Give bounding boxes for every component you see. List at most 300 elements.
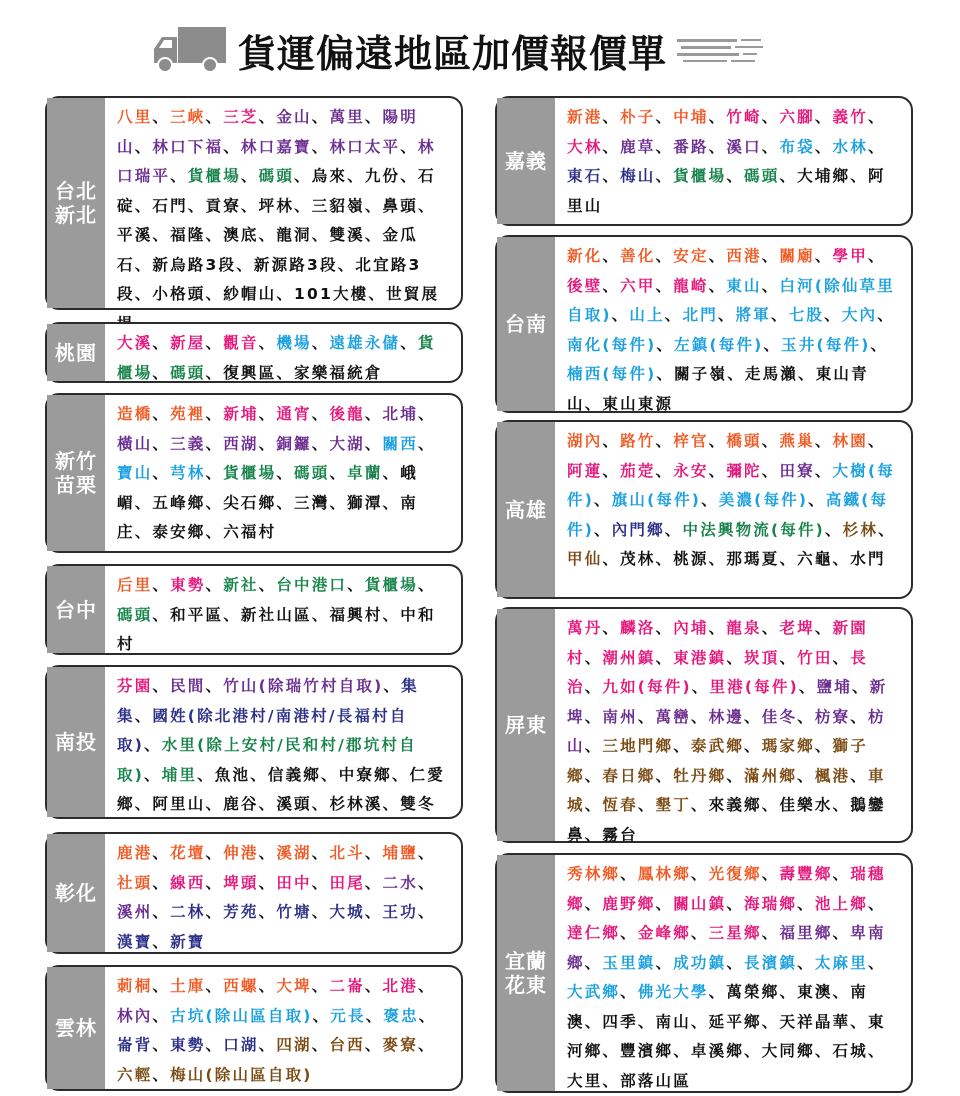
separator: 、 <box>584 894 603 913</box>
area-item: 埔鹽 <box>382 844 418 862</box>
separator: 、 <box>824 306 842 324</box>
separator: 、 <box>814 1042 833 1060</box>
area-item: 滿州鄉 <box>744 766 798 785</box>
separator: 、 <box>152 576 171 594</box>
separator: 、 <box>867 894 886 913</box>
separator: 、 <box>602 550 621 568</box>
area-item: 三義 <box>170 434 206 453</box>
area-item: 南山 <box>655 1012 691 1031</box>
region-label: 台中 <box>47 566 105 653</box>
separator: 、 <box>832 983 851 1001</box>
separator: 、 <box>867 432 886 450</box>
separator: 、 <box>593 491 612 509</box>
area-item: 東勢 <box>170 1036 206 1054</box>
area-item: 壽豐鄉 <box>779 865 833 883</box>
area-item: 安定 <box>673 247 709 265</box>
separator: 、 <box>134 706 153 725</box>
separator: 、 <box>584 766 603 785</box>
separator: 、 <box>368 285 387 303</box>
separator: 、 <box>655 766 674 785</box>
separator: 、 <box>584 737 603 755</box>
region-label: 台北 新北 <box>47 98 105 308</box>
area-item: 恆春 <box>602 796 638 814</box>
separator: 、 <box>655 137 674 156</box>
area-item: 溪湖 <box>276 844 312 862</box>
area-item: 枋寮 <box>814 707 851 726</box>
separator: 、 <box>205 677 224 695</box>
area-item: 大埤 <box>276 977 312 995</box>
area-item: 溪頭 <box>276 795 312 813</box>
separator: 、 <box>584 1012 603 1031</box>
area-item: 達仁鄉 <box>567 924 621 942</box>
separator: 、 <box>258 795 277 813</box>
area-item: 紗帽山 <box>223 285 277 303</box>
area-item: 鹿野鄉 <box>602 894 656 913</box>
separator: 、 <box>152 434 171 453</box>
area-item: 新源路3段 <box>253 255 338 274</box>
area-item: 東山東源 <box>602 394 674 413</box>
area-item: 魚池 <box>214 765 251 784</box>
separator: 、 <box>744 737 762 755</box>
area-item: 林園 <box>832 432 868 450</box>
separator: 、 <box>814 432 833 450</box>
region-label: 南投 <box>47 667 105 817</box>
separator: 、 <box>584 825 603 844</box>
area-item: 杉林 <box>842 520 879 539</box>
region-area-list <box>105 834 457 952</box>
separator: 、 <box>382 464 401 482</box>
separator: 、 <box>187 196 206 215</box>
separator: 、 <box>797 707 815 726</box>
area-item: 大武鄉 <box>567 983 621 1001</box>
separator: 、 <box>197 765 215 784</box>
area-item: 北埔 <box>382 405 418 423</box>
area-item: 鹽埔 <box>816 678 852 696</box>
area-item: 東港鎮 <box>673 648 727 667</box>
separator: 、 <box>364 226 383 244</box>
area-item: 三峽 <box>170 108 206 126</box>
separator: 、 <box>152 977 171 995</box>
area-item: 烏來 <box>311 167 348 185</box>
area-item: 來義鄉 <box>708 796 762 814</box>
separator: 、 <box>417 1036 436 1054</box>
area-item: 泰安鄉 <box>152 523 206 541</box>
area-item: 五峰鄉 <box>152 493 206 512</box>
area-item: 鹿谷 <box>223 795 259 813</box>
separator: 、 <box>134 137 153 156</box>
area-item: 番路 <box>673 137 709 156</box>
separator: 、 <box>417 405 436 423</box>
area-item: 大湖 <box>329 434 365 453</box>
area-item: 霧台 <box>602 825 638 844</box>
separator: 、 <box>418 1006 437 1025</box>
separator: 、 <box>870 335 889 354</box>
area-item: 芳苑 <box>223 903 259 921</box>
area-item: 茄萣 <box>620 461 656 480</box>
area-item: 桃源 <box>673 550 709 568</box>
separator: 、 <box>771 306 789 324</box>
separator: 、 <box>744 1042 762 1060</box>
separator: 、 <box>152 226 171 244</box>
area-item: 長治 <box>567 648 868 696</box>
area-item: 二崙 <box>329 977 365 995</box>
separator: 、 <box>664 306 683 324</box>
area-item: 林口瑞平 <box>117 137 436 185</box>
area-item: 春日鄉 <box>602 766 656 785</box>
area-item: 王功 <box>382 903 418 921</box>
area-item: 林內 <box>117 1006 153 1025</box>
area-item: 善化 <box>620 247 656 265</box>
area-item: 國姓(除北港村/南港村/長福村自取) <box>117 706 408 754</box>
separator: 、 <box>347 167 365 185</box>
area-item: 梅山 <box>620 167 656 185</box>
separator: 、 <box>134 523 153 541</box>
separator: 、 <box>763 335 782 354</box>
separator: 、 <box>726 953 745 972</box>
separator: 、 <box>761 247 780 265</box>
area-item: 銅鑼 <box>276 434 312 453</box>
area-item: 東山 <box>726 276 762 295</box>
separator: 、 <box>294 167 312 185</box>
area-item: 福興村 <box>329 605 383 624</box>
region-area-list <box>555 855 907 1091</box>
separator: 、 <box>311 334 330 352</box>
separator: 、 <box>584 953 603 972</box>
area-item: 獅潭 <box>347 493 383 512</box>
separator: 、 <box>205 493 224 512</box>
separator: 、 <box>779 648 798 667</box>
area-item: 新社 <box>223 576 259 594</box>
separator: 、 <box>814 461 833 480</box>
area-item: 東河鄉 <box>567 1012 886 1060</box>
separator: 、 <box>143 736 162 754</box>
separator: 、 <box>655 894 674 913</box>
area-item: 貨櫃場 <box>187 167 241 185</box>
area-item: 三貂嶺 <box>311 196 365 215</box>
separator: 、 <box>584 394 603 413</box>
header <box>150 22 767 78</box>
area-item: 元長 <box>330 1006 366 1025</box>
separator: 、 <box>602 247 621 265</box>
area-item: 玉里鎮 <box>602 953 656 972</box>
area-item: 甲仙 <box>567 550 603 568</box>
area-item: 新化 <box>567 247 603 265</box>
area-item: 溪州 <box>117 903 153 921</box>
separator: 、 <box>321 765 339 784</box>
separator: 、 <box>400 167 418 185</box>
separator: 、 <box>761 461 780 480</box>
separator: 、 <box>311 137 330 156</box>
separator: 、 <box>236 255 254 274</box>
area-item: 泰武鄉 <box>690 737 745 755</box>
region-label: 台南 <box>497 237 555 411</box>
separator: 、 <box>611 306 630 324</box>
area-item: 楠西(每件) <box>567 365 657 383</box>
separator: 、 <box>258 844 277 862</box>
separator: 、 <box>850 766 868 785</box>
separator: 、 <box>744 707 762 726</box>
separator: 、 <box>329 464 348 482</box>
area-item: 家樂福統倉 <box>294 363 383 382</box>
separator: 、 <box>205 434 224 453</box>
area-item: 三星鄉 <box>708 924 762 942</box>
area-item: 田尾 <box>329 873 365 892</box>
area-item: 杉林溪 <box>329 795 383 813</box>
area-item: 中法興物流(每件) <box>682 520 825 539</box>
region-area-list <box>555 98 907 224</box>
area-item: 六腳 <box>779 108 815 126</box>
area-item: 口湖 <box>223 1036 259 1054</box>
area-item: 田中 <box>276 873 312 892</box>
area-item: 貢寮 <box>205 196 241 215</box>
area-item: 萬里 <box>329 108 365 126</box>
area-item: 新埤 <box>567 678 888 726</box>
area-item: 新社山區 <box>240 605 312 624</box>
separator: 、 <box>690 796 709 814</box>
region-area-list <box>555 237 907 411</box>
separator: 、 <box>602 1042 621 1060</box>
separator: 、 <box>867 108 886 126</box>
area-item: 三灣 <box>294 493 330 512</box>
area-item: 七股 <box>788 306 825 324</box>
separator: 、 <box>258 334 277 352</box>
area-item: 二林 <box>170 903 206 921</box>
area-item: 萬巒 <box>655 707 691 726</box>
separator: 、 <box>364 108 383 126</box>
area-item: 民間 <box>170 677 206 695</box>
region-area-list <box>105 667 457 817</box>
separator: 、 <box>832 796 851 814</box>
separator: 、 <box>637 707 656 726</box>
area-item: 龍泉 <box>726 619 762 637</box>
area-item: 通宵 <box>276 405 312 423</box>
separator: 、 <box>364 196 383 215</box>
separator: 、 <box>832 648 851 667</box>
region-label: 彰化 <box>47 834 105 952</box>
separator: 、 <box>311 1036 330 1054</box>
separator: 、 <box>593 520 612 539</box>
area-item: 碼頭 <box>170 363 206 382</box>
separator: 、 <box>655 550 674 568</box>
area-item: 義竹 <box>832 108 868 126</box>
area-item: 關山鎮 <box>673 894 727 913</box>
separator: 、 <box>258 903 277 921</box>
area-item: 六龜 <box>797 550 833 568</box>
region-card-taipei-newtaipei <box>45 96 463 310</box>
area-item: 福里鄉 <box>779 924 833 942</box>
area-item: 豐濱鄉 <box>620 1042 674 1060</box>
speed-lines-icon <box>677 35 767 65</box>
separator: 、 <box>708 550 727 568</box>
area-item: 台中港口 <box>276 576 348 594</box>
area-item: 瑪家鄉 <box>761 737 815 755</box>
area-item: 西螺 <box>223 977 259 995</box>
separator: 、 <box>832 550 851 568</box>
separator: 、 <box>258 977 277 995</box>
separator: 、 <box>708 108 727 126</box>
separator: 、 <box>311 977 330 995</box>
area-item: 福隆 <box>170 226 206 244</box>
separator: 、 <box>382 795 401 813</box>
area-item: 東澳 <box>797 983 833 1001</box>
area-item: 世貿展 <box>386 285 440 303</box>
separator: 、 <box>417 844 436 862</box>
area-item: 大里 <box>567 1071 603 1090</box>
separator: 、 <box>656 365 675 383</box>
separator: 、 <box>620 865 638 883</box>
separator: 、 <box>240 167 259 185</box>
separator: 、 <box>602 432 621 450</box>
area-item: 芬園 <box>117 677 153 695</box>
separator: 、 <box>205 873 224 892</box>
area-item: 長濱鎮 <box>744 953 798 972</box>
separator: 、 <box>602 108 621 126</box>
area-item: 碼頭 <box>117 605 153 624</box>
area-item: 大同鄉 <box>761 1042 815 1060</box>
area-item: 坪林 <box>258 196 295 215</box>
region-card-kaohsiung <box>495 420 913 599</box>
area-item: 關廟 <box>779 247 815 265</box>
separator: 、 <box>258 434 277 453</box>
separator: 、 <box>620 924 638 942</box>
area-item: 東石 <box>567 167 603 185</box>
separator: 、 <box>701 491 719 509</box>
area-item: 佳樂水 <box>779 796 833 814</box>
area-item: 南化(每件) <box>567 335 657 354</box>
area-item: 大城 <box>329 903 365 921</box>
region-label: 高雄 <box>497 422 555 597</box>
separator: 、 <box>258 405 277 423</box>
separator: 、 <box>152 1036 171 1054</box>
area-item: 大內 <box>841 306 878 324</box>
separator: 、 <box>814 737 833 755</box>
region-card-yunlin <box>45 965 463 1091</box>
area-item: 集集 <box>117 677 419 725</box>
area-item: 阿里山 <box>567 167 886 215</box>
separator: 、 <box>690 1012 709 1031</box>
region-card-taoyuan <box>45 322 463 383</box>
separator: 、 <box>383 677 402 695</box>
area-item: 彌陀 <box>726 461 762 480</box>
area-item: 東勢 <box>170 576 206 594</box>
area-item: 光復鄉 <box>708 865 762 883</box>
area-item: 鳳林鄉 <box>637 865 691 883</box>
separator: 、 <box>311 405 330 423</box>
area-item: 北斗 <box>329 844 365 862</box>
region-label: 嘉義 <box>497 98 555 224</box>
area-item: 新寶 <box>170 932 206 951</box>
area-item: 陽明山 <box>117 108 418 156</box>
area-item: 崁頂 <box>744 648 780 667</box>
area-item: 田寮 <box>779 461 815 480</box>
separator: 、 <box>134 795 153 813</box>
area-item: 大林 <box>567 137 603 156</box>
area-item: 溪口 <box>726 137 762 156</box>
separator: 、 <box>726 648 745 667</box>
separator: 、 <box>364 405 383 423</box>
area-item: 鵝鑾鼻 <box>567 796 886 844</box>
area-item: 褒忠 <box>383 1006 419 1025</box>
area-item: 水里(除上安村/民和村/郡坑村自取) <box>117 736 417 784</box>
separator: 、 <box>867 247 886 265</box>
area-item: 碼頭 <box>294 464 330 482</box>
area-item: 碼頭 <box>258 167 295 185</box>
area-item: 麟洛 <box>620 619 656 637</box>
region-area-list <box>105 98 457 308</box>
area-item: 走馬瀨 <box>744 365 798 383</box>
area-item: 北宜路3段 <box>117 255 422 303</box>
page-title: 貨運偏遠地區加價報價單 <box>238 31 668 76</box>
area-item: 布袋 <box>779 137 815 156</box>
separator: 、 <box>347 576 365 594</box>
separator: 、 <box>311 903 330 921</box>
separator: 、 <box>258 108 277 126</box>
area-item: 海瑞鄉 <box>744 894 798 913</box>
separator: 、 <box>761 137 780 156</box>
separator: 、 <box>258 873 277 892</box>
separator: 、 <box>602 167 621 185</box>
area-item: 佳冬 <box>761 707 798 726</box>
region-label: 宜蘭 花東 <box>497 855 555 1091</box>
area-item: 龍崎 <box>673 276 709 295</box>
area-item: 竹山(除瑞竹村自取) <box>223 677 384 695</box>
separator: 、 <box>364 844 383 862</box>
separator: 、 <box>814 137 833 156</box>
area-item: 萬榮鄉 <box>726 983 780 1001</box>
area-item: 後壁 <box>567 276 603 295</box>
separator: 、 <box>708 983 727 1001</box>
area-item: 四湖 <box>276 1036 312 1054</box>
area-item: 石門 <box>152 196 188 215</box>
area-item: 金山 <box>276 108 312 126</box>
separator: 、 <box>832 865 851 883</box>
separator: 、 <box>391 765 410 784</box>
separator: 、 <box>584 678 603 696</box>
separator: 、 <box>205 108 224 126</box>
separator: 、 <box>417 196 436 215</box>
truck-icon <box>150 25 228 75</box>
separator: 、 <box>761 1012 780 1031</box>
separator: 、 <box>761 796 780 814</box>
separator: 、 <box>337 255 356 274</box>
area-item: 古坑(除山區自取) <box>170 1006 313 1025</box>
separator: 、 <box>761 276 780 295</box>
area-item: 南澳 <box>567 983 868 1031</box>
separator: 、 <box>690 924 709 942</box>
area-item: 社頭 <box>117 873 153 892</box>
separator: 、 <box>329 493 348 512</box>
area-item: 八里 <box>117 108 153 126</box>
separator: 、 <box>152 903 171 921</box>
region-area-list <box>555 609 907 844</box>
separator: 、 <box>655 276 674 295</box>
separator: 、 <box>761 619 780 637</box>
separator: 、 <box>832 924 851 942</box>
area-item: 造橋 <box>117 405 153 423</box>
separator: 、 <box>294 196 312 215</box>
separator: 、 <box>205 363 224 382</box>
area-item: 貨櫃場 <box>364 576 418 594</box>
area-item: 水門 <box>850 550 886 568</box>
separator: 、 <box>867 1042 886 1060</box>
area-item: 石碇 <box>117 167 436 215</box>
region-card-tainan <box>495 235 913 413</box>
area-item: 林口下福 <box>152 137 224 156</box>
area-item: 佛光大學 <box>637 983 709 1001</box>
separator: 、 <box>250 765 268 784</box>
separator: 、 <box>152 873 171 892</box>
area-item: 里港(每件) <box>709 678 799 696</box>
